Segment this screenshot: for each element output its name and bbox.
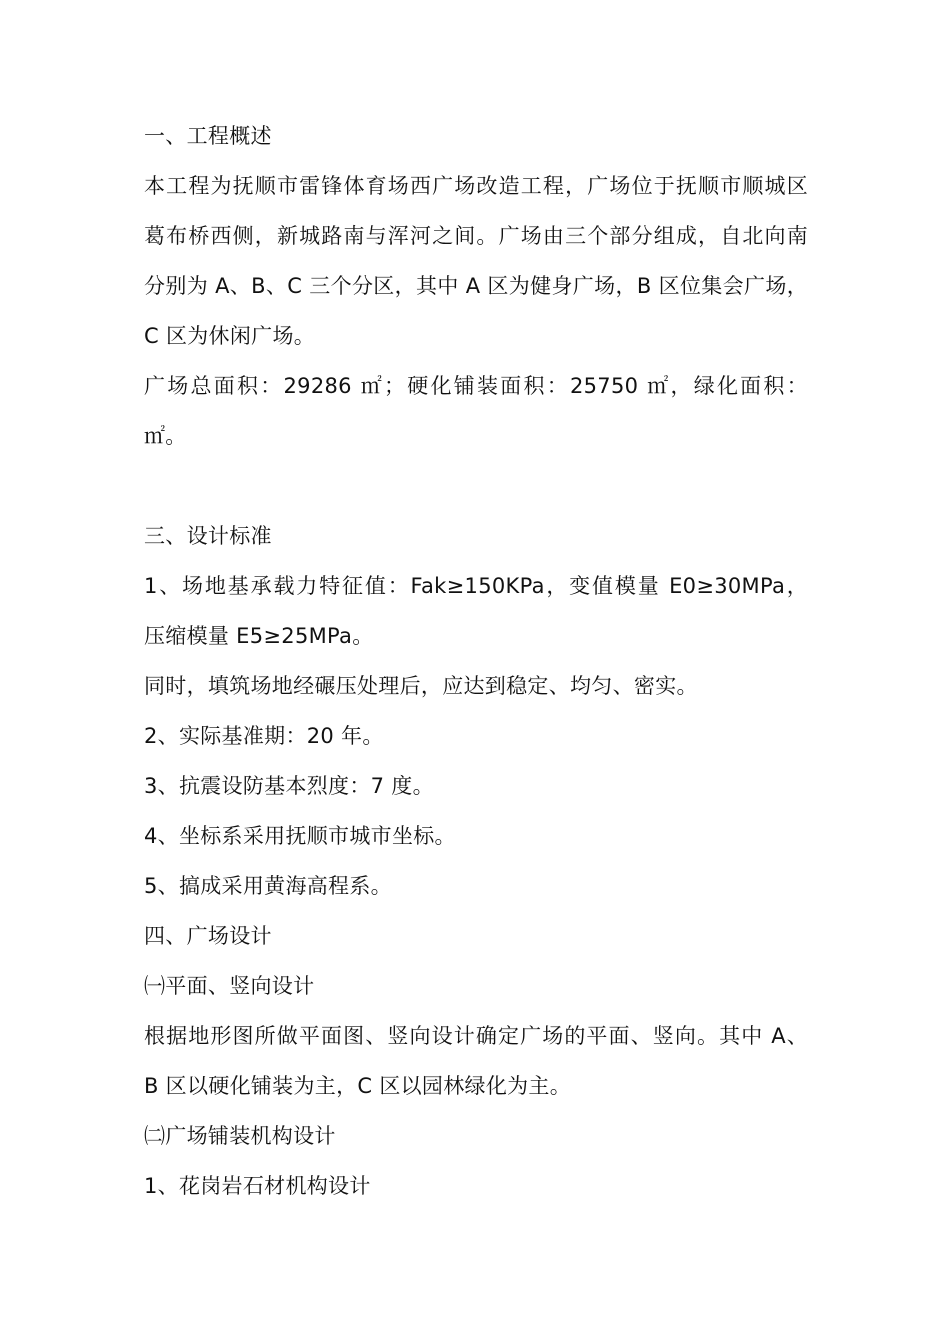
paragraph-line: 根据地形图所做平面图、竖向设计确定广场的平面、竖向。其中 A、 xyxy=(144,1024,808,1048)
paragraph-line-area: ㎡。 xyxy=(144,424,187,448)
standard-item-2: 2、实际基准期：20 年。 xyxy=(144,724,384,748)
standard-item-4: 4、坐标系采用抚顺市城市坐标。 xyxy=(144,824,456,848)
paving-item-1: 1、花岗岩石材机构设计 xyxy=(144,1174,371,1198)
standard-item-5: 5、搞成采用黄海高程系。 xyxy=(144,874,392,898)
section-heading-standards: 三、设计标准 xyxy=(144,524,272,548)
subsection-heading-paving: ㈡广场铺装机构设计 xyxy=(144,1124,336,1148)
standard-item-1-line: 压缩模量 E5≥25MPa。 xyxy=(144,624,374,648)
paragraph-line: C 区为休闲广场。 xyxy=(144,324,316,348)
paragraph-line: 分别为 A、B、C 三个分区，其中 A 区为健身广场，B 区位集会广场， xyxy=(144,274,808,298)
paragraph-line-area: 广场总面积：29286 ㎡；硬化铺装面积：25750 ㎡，绿化面积： xyxy=(144,374,808,398)
paragraph-line: 本工程为抚顺市雷锋体育场西广场改造工程，广场位于抚顺市顺城区 xyxy=(144,174,808,198)
subsection-heading-plan: ㈠平面、竖向设计 xyxy=(144,974,315,998)
standard-item-1-line: 1、场地基承载力特征值：Fak≥150KPa，变值模量 E0≥30MPa， xyxy=(144,574,808,598)
blank-spacer xyxy=(144,461,808,511)
paragraph-line: B 区以硬化铺装为主，C 区以园林绿化为主。 xyxy=(144,1074,572,1098)
section-heading-plaza-design: 四、广场设计 xyxy=(144,924,272,948)
document-body xyxy=(144,111,808,1211)
paragraph-line: 葛布桥西侧，新城路南与浑河之间。广场由三个部分组成，自北向南 xyxy=(144,224,808,248)
section-heading-overview: 一、工程概述 xyxy=(144,124,272,148)
standard-item-1-note: 同时，填筑场地经碾压处理后，应达到稳定、均匀、密实。 xyxy=(144,674,698,698)
standard-item-3: 3、抗震设防基本烈度：7 度。 xyxy=(144,774,434,798)
